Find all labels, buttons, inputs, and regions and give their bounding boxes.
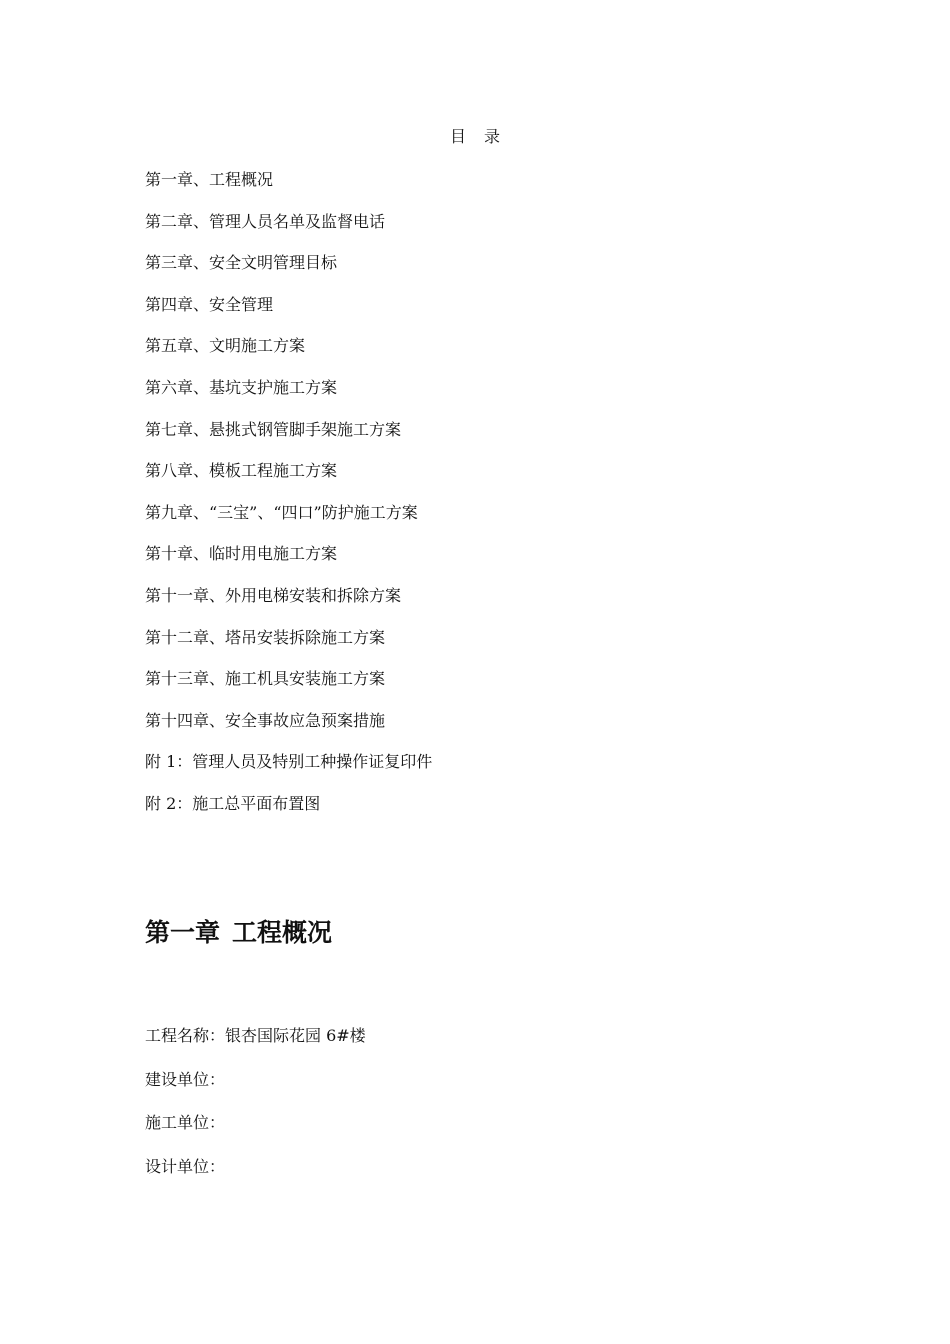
contractor-field: 施工单位： (145, 1113, 226, 1132)
toc-item: 第十二章、塔吊安装拆除施工方案 (145, 627, 386, 647)
toc-list (145, 169, 432, 835)
toc-item: 第七章、悬挑式钢管脚手架施工方案 (145, 419, 402, 439)
chapter-number: 第一章 (145, 918, 221, 947)
toc-item: 第一章、工程概况 (145, 170, 274, 189)
chapter-title: 工程概况 (232, 918, 333, 947)
toc-item: 第六章、基坑支护施工方案 (145, 377, 338, 397)
toc-item: 附 2：施工总平面布置图 (145, 793, 321, 813)
toc-item: 第八章、模板工程施工方案 (145, 461, 338, 481)
toc-item: 第五章、文明施工方案 (145, 336, 306, 356)
toc-title-left: 目 (449, 127, 466, 146)
chapter-heading (145, 915, 332, 951)
owner-field: 建设单位： (145, 1069, 226, 1089)
toc-item: 第十四章、安全事故应急预案措施 (145, 710, 386, 730)
toc-item: 第四章、安全管理 (145, 294, 274, 314)
designer-field: 设计单位： (145, 1156, 226, 1176)
toc-item: 第十章、临时用电施工方案 (145, 544, 338, 564)
toc-title (0, 126, 950, 148)
project-name-field: 工程名称：银杏国际花园 6#楼 (145, 1026, 366, 1045)
toc-item: 第三章、安全文明管理目标 (145, 253, 338, 273)
toc-title-right: 录 (484, 127, 501, 146)
toc-item: 第十一章、外用电梯安装和拆除方案 (145, 585, 402, 605)
toc-item: 附 1：管理人员及特别工种操作证复印件 (145, 752, 433, 772)
toc-item: 第二章、管理人员名单及监督电话 (145, 211, 386, 231)
toc-item: 第九章、“三宝”、“四口”防护施工方案 (145, 502, 418, 522)
project-info-list (145, 1025, 366, 1199)
toc-item: 第十三章、施工机具安装施工方案 (145, 669, 386, 689)
